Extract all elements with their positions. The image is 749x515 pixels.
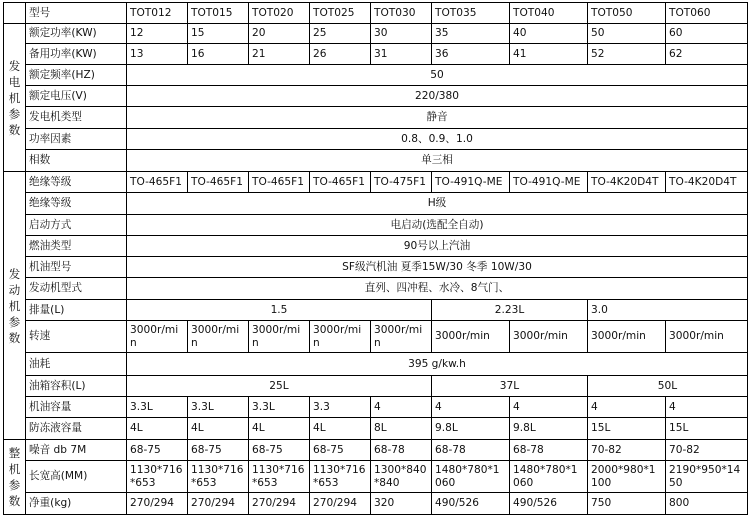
- value-cell: 68-78: [371, 440, 432, 461]
- power-factor-row: [4, 129, 748, 150]
- value-cell: TO-491Q-ME: [510, 172, 588, 193]
- fuel-row: [4, 236, 748, 257]
- row-label: 绝缘等级: [26, 193, 127, 215]
- coolant-row: [4, 418, 748, 440]
- row-label: 相数: [26, 150, 127, 172]
- value-cell: 270/294: [310, 493, 371, 515]
- phase-row: [4, 150, 748, 172]
- insulation-row: [4, 193, 748, 215]
- row-label: 噪音 db 7M: [26, 440, 127, 461]
- value-cell: 1300*840*840: [371, 461, 432, 493]
- value-cell: 30: [371, 24, 432, 44]
- oil-type-row: [4, 257, 748, 278]
- model-cell: TOT060: [666, 3, 748, 24]
- model-cell: TOT030: [371, 3, 432, 24]
- value-cell: 800: [666, 493, 748, 515]
- engine-model-row: [4, 172, 748, 193]
- value-cell: 750: [588, 493, 666, 515]
- value-cell: 9.8L: [510, 418, 588, 440]
- row-label: 备用功率(KW): [26, 44, 127, 65]
- value-cell: H级: [127, 193, 748, 215]
- value-cell: 2000*980*1100: [588, 461, 666, 493]
- value-cell: 270/294: [249, 493, 310, 515]
- value-cell: 3000r/min: [249, 321, 310, 353]
- generator-type-row: [4, 107, 748, 129]
- value-cell: SF级汽机油 夏季15W/30 冬季 10W/30: [127, 257, 748, 278]
- value-cell: 0.8、0.9、1.0: [127, 129, 748, 150]
- value-cell: 3000r/min: [188, 321, 249, 353]
- row-label: 机油容量: [26, 397, 127, 418]
- value-cell: 1480*780*1060: [432, 461, 510, 493]
- value-cell: 15L: [666, 418, 748, 440]
- value-cell: 13: [127, 44, 188, 65]
- value-cell: 20: [249, 24, 310, 44]
- displacement-row: [4, 300, 748, 321]
- value-cell: 68-75: [188, 440, 249, 461]
- value-cell: TO-4K20D4T: [666, 172, 748, 193]
- value-cell: 单三相: [127, 150, 748, 172]
- value-cell: 41: [510, 44, 588, 65]
- row-label: 额定功率(KW): [26, 24, 127, 44]
- row-label: 型号: [26, 3, 127, 24]
- value-cell: 2190*950*1450: [666, 461, 748, 493]
- value-cell: 4: [371, 397, 432, 418]
- consumption-row: [4, 353, 748, 376]
- value-cell: 1130*716*653: [310, 461, 371, 493]
- row-label: 转速: [26, 321, 127, 353]
- value-cell: 68-78: [432, 440, 510, 461]
- value-cell: 9.8L: [432, 418, 510, 440]
- value-cell: 3000r/min: [310, 321, 371, 353]
- corner-cell: [4, 3, 26, 24]
- value-cell: 90号以上汽油: [127, 236, 748, 257]
- value-cell: 3.3: [310, 397, 371, 418]
- spec-table: [3, 2, 748, 515]
- voltage-row: [4, 86, 748, 107]
- value-cell: 直列、四冲程、水冷、8气门、: [127, 278, 748, 300]
- value-cell: 4L: [188, 418, 249, 440]
- row-label: 绝缘等级: [26, 172, 127, 193]
- value-cell: 16: [188, 44, 249, 65]
- value-cell: TO-465F1: [310, 172, 371, 193]
- standby-power-row: [4, 44, 748, 65]
- model-cell: TOT015: [188, 3, 249, 24]
- value-cell: 3000r/min: [127, 321, 188, 353]
- model-cell: TOT025: [310, 3, 371, 24]
- frequency-row: [4, 65, 748, 86]
- value-cell: 395 g/kw.h: [127, 353, 748, 376]
- value-cell: 3000r/min: [432, 321, 510, 353]
- row-label: 燃油类型: [26, 236, 127, 257]
- value-cell: 31: [371, 44, 432, 65]
- dimensions-row: [4, 461, 748, 493]
- value-cell: 68-78: [510, 440, 588, 461]
- value-cell: 36: [432, 44, 510, 65]
- row-label: 油箱容积(L): [26, 376, 127, 397]
- value-cell: 490/526: [432, 493, 510, 515]
- value-cell: 52: [588, 44, 666, 65]
- value-cell: TO-465F1: [127, 172, 188, 193]
- value-cell: 1.5: [127, 300, 432, 321]
- value-cell: 50: [588, 24, 666, 44]
- value-cell: 电启动(选配全自动): [127, 215, 748, 236]
- row-label: 发电机类型: [26, 107, 127, 129]
- value-cell: 62: [666, 44, 748, 65]
- value-cell: 3000r/min: [510, 321, 588, 353]
- unit-group-label: 整机参数: [4, 440, 26, 515]
- value-cell: 3000r/min: [588, 321, 666, 353]
- value-cell: 3.3L: [249, 397, 310, 418]
- value-cell: 35: [432, 24, 510, 44]
- value-cell: 1480*780*1060: [510, 461, 588, 493]
- value-cell: TO-491Q-ME: [432, 172, 510, 193]
- model-cell: TOT040: [510, 3, 588, 24]
- value-cell: 68-75: [310, 440, 371, 461]
- value-cell: 3000r/min: [666, 321, 748, 353]
- value-cell: 1130*716*653: [249, 461, 310, 493]
- value-cell: 4: [588, 397, 666, 418]
- tank-row: [4, 376, 748, 397]
- value-cell: 68-75: [127, 440, 188, 461]
- noise-row: [4, 440, 748, 461]
- row-label: 发动机型式: [26, 278, 127, 300]
- value-cell: 4L: [310, 418, 371, 440]
- value-cell: TO-465F1: [249, 172, 310, 193]
- value-cell: 3.3L: [188, 397, 249, 418]
- value-cell: 25L: [127, 376, 432, 397]
- row-label: 防冻液容量: [26, 418, 127, 440]
- value-cell: 70-82: [588, 440, 666, 461]
- oil-capacity-row: [4, 397, 748, 418]
- value-cell: 50L: [588, 376, 748, 397]
- value-cell: 270/294: [127, 493, 188, 515]
- value-cell: 37L: [432, 376, 588, 397]
- row-label: 功率因素: [26, 129, 127, 150]
- value-cell: 21: [249, 44, 310, 65]
- value-cell: 50: [127, 65, 748, 86]
- value-cell: 40: [510, 24, 588, 44]
- model-cell: TOT012: [127, 3, 188, 24]
- engine-group-label: 发动机参数: [4, 172, 26, 440]
- value-cell: 15L: [588, 418, 666, 440]
- row-label: 净重(kg): [26, 493, 127, 515]
- value-cell: 60: [666, 24, 748, 44]
- value-cell: 3.3L: [127, 397, 188, 418]
- value-cell: 4: [510, 397, 588, 418]
- value-cell: 220/380: [127, 86, 748, 107]
- row-label: 长宽高(MM): [26, 461, 127, 493]
- value-cell: 70-82: [666, 440, 748, 461]
- value-cell: 490/526: [510, 493, 588, 515]
- value-cell: 12: [127, 24, 188, 44]
- value-cell: 4L: [127, 418, 188, 440]
- value-cell: 3000r/min: [371, 321, 432, 353]
- value-cell: 1130*716*653: [188, 461, 249, 493]
- value-cell: TO-4K20D4T: [588, 172, 666, 193]
- value-cell: 270/294: [188, 493, 249, 515]
- engine-form-row: [4, 278, 748, 300]
- generator-group-label: 发电机参数: [4, 24, 26, 172]
- model-cell: TOT050: [588, 3, 666, 24]
- value-cell: 68-75: [249, 440, 310, 461]
- model-row: [4, 3, 748, 24]
- value-cell: 15: [188, 24, 249, 44]
- value-cell: 4: [666, 397, 748, 418]
- value-cell: 320: [371, 493, 432, 515]
- row-label: 油耗: [26, 353, 127, 376]
- start-row: [4, 215, 748, 236]
- value-cell: 25: [310, 24, 371, 44]
- row-label: 启动方式: [26, 215, 127, 236]
- value-cell: 4L: [249, 418, 310, 440]
- value-cell: 静音: [127, 107, 748, 129]
- value-cell: 4: [432, 397, 510, 418]
- row-label: 额定电压(V): [26, 86, 127, 107]
- value-cell: 2.23L: [432, 300, 588, 321]
- row-label: 额定频率(HZ): [26, 65, 127, 86]
- value-cell: 3.0: [588, 300, 748, 321]
- value-cell: 26: [310, 44, 371, 65]
- value-cell: 8L: [371, 418, 432, 440]
- rated-power-row: [4, 24, 748, 44]
- model-cell: TOT035: [432, 3, 510, 24]
- row-label: 机油型号: [26, 257, 127, 278]
- value-cell: TO-475F1: [371, 172, 432, 193]
- weight-row: [4, 493, 748, 515]
- row-label: 排量(L): [26, 300, 127, 321]
- model-cell: TOT020: [249, 3, 310, 24]
- value-cell: 1130*716*653: [127, 461, 188, 493]
- value-cell: TO-465F1: [188, 172, 249, 193]
- speed-row: [4, 321, 748, 353]
